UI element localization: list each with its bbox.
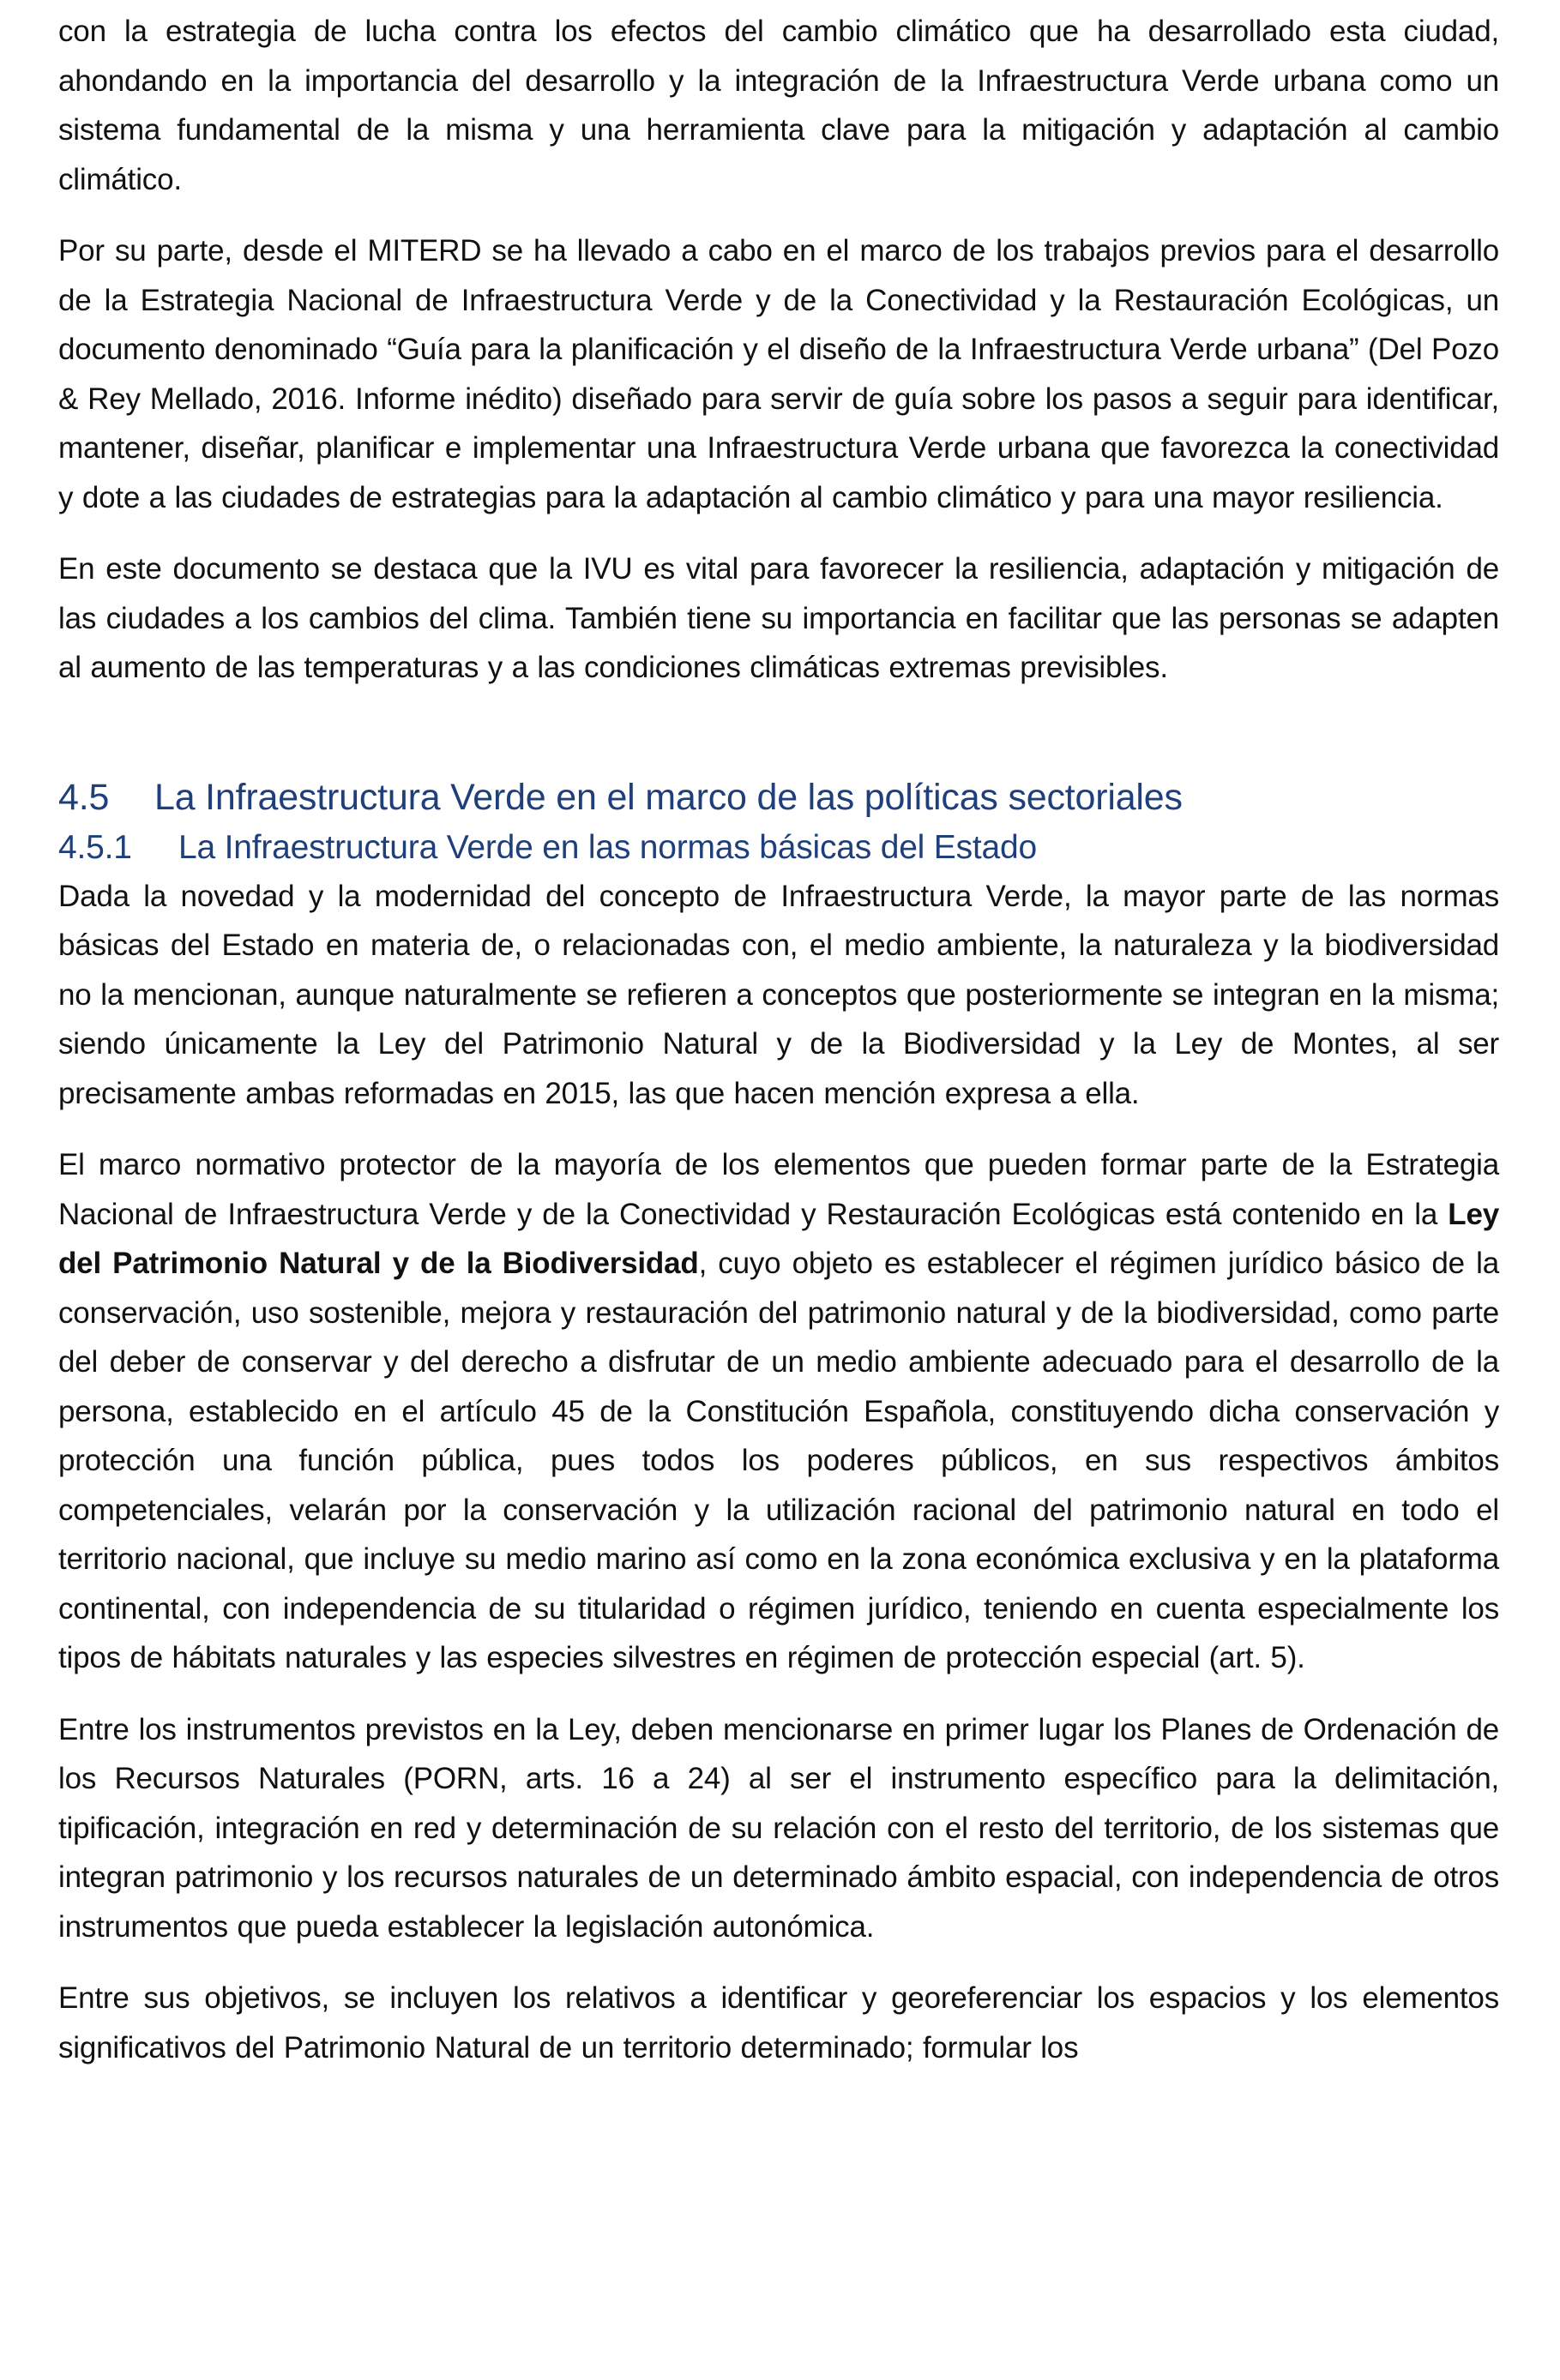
paragraph-2-text-before: El marco normativo protector de la mayoría de los elementos que pueden formar parte de la Estrategia Nacional de Infraestructura Verde y de la Conectividad y Restauración Ecológicas está contenido en la [58,1148,1499,1231]
law-name-bold: Ley del Patrimonio Natural y de la Biodiversidad [58,1197,1499,1280]
document-page [58,7,1499,2095]
subsection-heading [58,824,1499,872]
section-heading [58,772,1499,822]
subsection-number: 4.5.1 [58,828,132,866]
section-number: 4.5 [58,776,110,818]
body-paragraph-4: Entre sus objetivos, se incluyen los relativos a identificar y georeferenciar los espacios y los elementos significativos del Patrimonio Natural de un territorio determinado; formular los [58,1981,1499,2064]
body-paragraph-1: Dada la novedad y la modernidad del concepto de Infraestructura Verde, la mayor parte de las normas básicas del Estado en materia de, o relacionadas con, el medio ambiente, la naturaleza y la biodiversidad no la mencionan, aunque naturalmente se refieren a conceptos que posteriormente se integran en la misma; siendo únicamente la Ley del Patrimonio Natural y de la Biodiversidad y la Ley de Montes, al ser precisamente ambas reformadas en 2015, las que hacen mención expresa a ella. [58,879,1499,1110]
body-paragraph-intro-2: Por su parte, desde el MITERD se ha llevado a cabo en el marco de los trabajos previos para el desarrollo de la Estrategia Nacional de Infraestructura Verde y de la Conectividad y la Restauración Ecológicas, un documento denominado “Guía para la planificación y el diseño de la Infraestructura Verde urbana” (Del Pozo & Rey Mellado, 2016. Informe inédito) diseñado para servir de guía sobre los pasos a seguir para identificar, mantener, diseñar, planificar e implementar una Infraestructura Verde urbana que favorezca la conectividad y dote a las ciudades de estrategias para la adaptación al cambio climático y para una mayor resiliencia. [58,234,1499,514]
paragraph-2-text-after: , cuyo objeto es establecer el régimen jurídico básico de la conservación, uso sostenible, mejora y restauración del patrimonio natural y de la biodiversidad, como parte del deber de conservar y del derecho a disfrutar de un medio ambiente adecuado para el desarrollo de la persona, establecido en el artículo 45 de la Constitución Española, constituyendo dicha conservación y protección una función pública, pues todos los poderes públicos, en sus respectivos ámbitos competenciales, velarán por la conservación y la utilización racional del patrimonio natural en todo el territorio nacional, que incluye su medio marino así como en la zona económica exclusiva y en la plataforma continental, con independencia de su titularidad o régimen jurídico, teniendo en cuenta especialmente los tipos de hábitats naturales y las especies silvestres en régimen de protección especial (art. 5). [58,1247,1499,1674]
body-paragraph-intro-3: En este documento se destaca que la IVU es vital para favorecer la resiliencia, adaptación y mitigación de las ciudades a los cambios del clima. También tiene su importancia en facilitar que las personas se adapten al aumento de las temperaturas y a las condiciones climáticas extremas previsibles. [58,552,1499,684]
body-paragraph-3: Entre los instrumentos previstos en la Ley, deben mencionarse en primer lugar los Planes de Ordenación de los Recursos Naturales (PORN, arts. 16 a 24) al ser el instrumento específico para la delimitación, tipificación, integración en red y determinación de su relación con el resto del territorio, de los sistemas que integran patrimonio y los recursos naturales de un determinado ámbito espacial, con independencia de otros instrumentos que pueda establecer la legislación autonómica. [58,1712,1499,1944]
subsection-title: La Infraestructura Verde en las normas básicas del Estado [178,828,1038,866]
body-paragraph-intro-1: con la estrategia de lucha contra los efectos del cambio climático que ha desarrollado esta ciudad, ahondando en la importancia del desarrollo y la integración de la Infraestructura Verde urbana como un sistema fundamental de la misma y una herramienta clave para la mitigación y adaptación al cambio climático. [58,15,1499,196]
section-title: La Infraestructura Verde en el marco de las políticas sectoriales [154,776,1183,818]
body-paragraph-2 [58,1140,1499,1683]
